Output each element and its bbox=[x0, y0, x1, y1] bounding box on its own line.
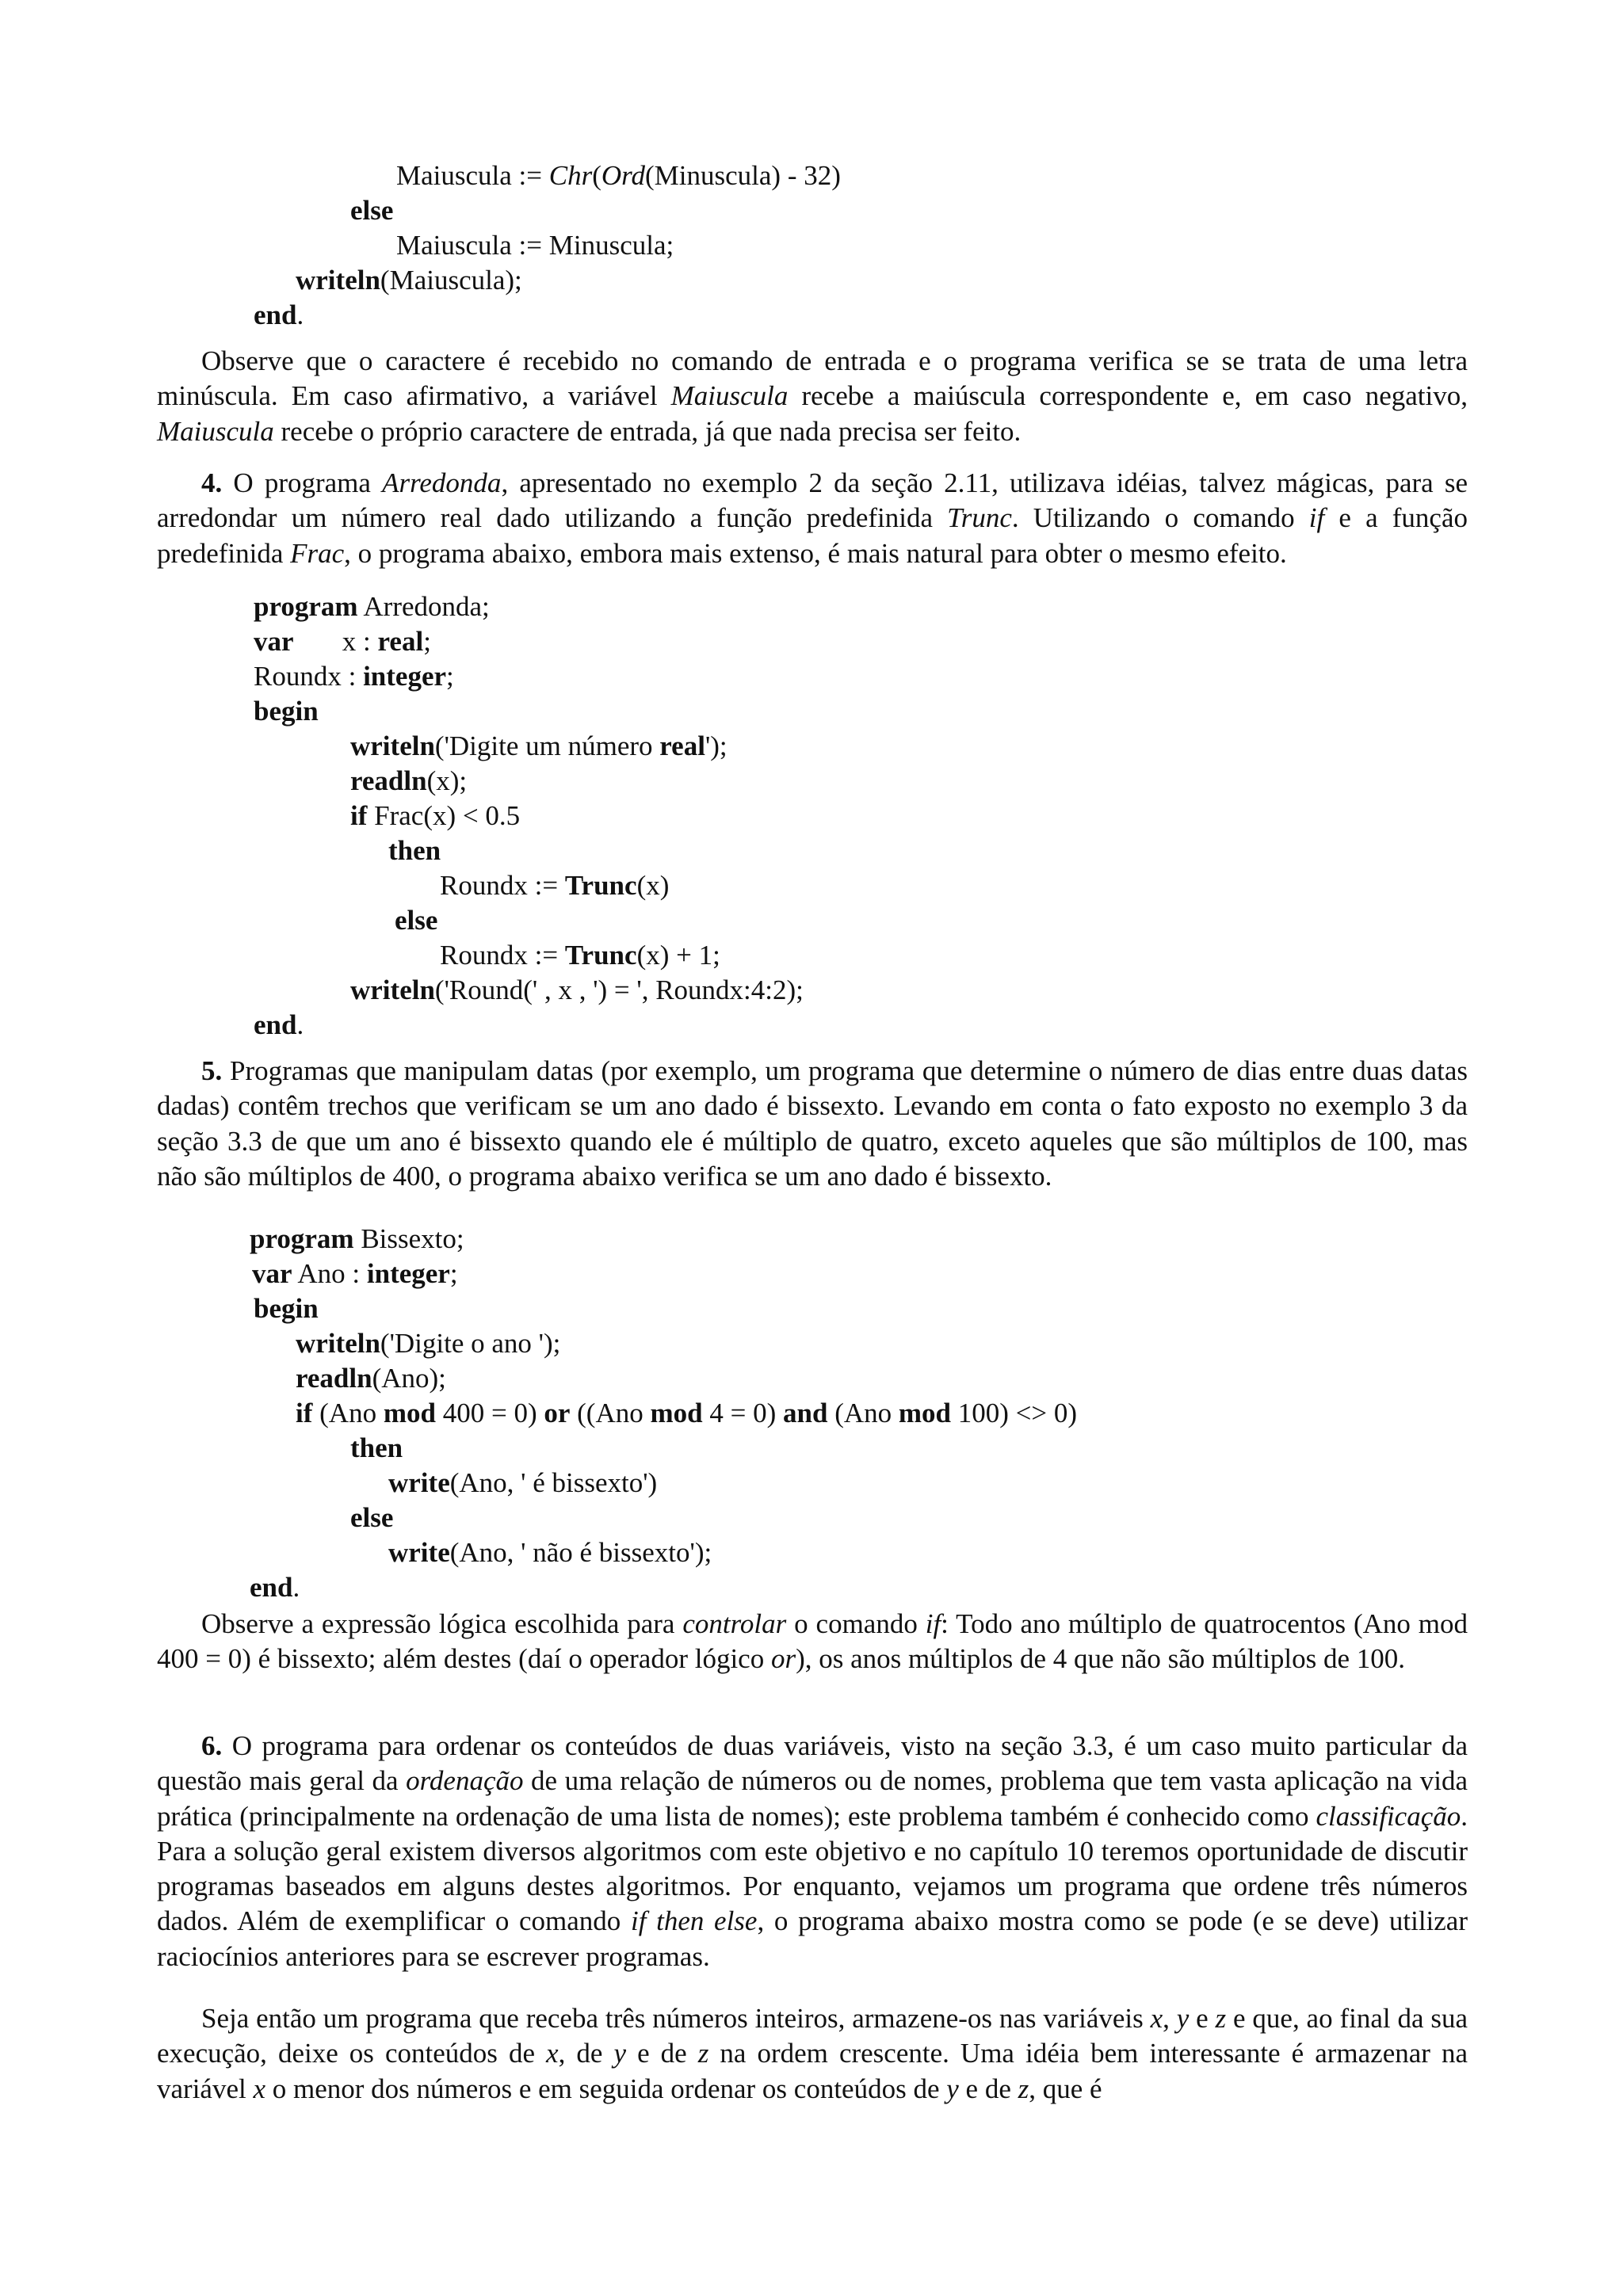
text-run: integer bbox=[363, 661, 447, 692]
text-run: . Utilizando o comando bbox=[1011, 502, 1309, 534]
code-line bbox=[350, 193, 393, 228]
text-run: Arredonda bbox=[382, 467, 502, 498]
text-run: (Minuscula) - 32) bbox=[645, 160, 841, 191]
text-run: ('Digite um número bbox=[434, 730, 660, 761]
text-run: de uma relação de números ou de nomes, problema que tem vasta aplicação na vida prática (principalmente na ordenação de uma lista de nomes); este problema também é conhecido como bbox=[157, 1765, 1468, 1832]
text-run: if bbox=[296, 1398, 313, 1428]
text-run: (Ano, ' não é bissexto'); bbox=[449, 1537, 712, 1568]
code-line bbox=[350, 973, 804, 1008]
text-run: controlar bbox=[682, 1608, 787, 1639]
code-line bbox=[296, 1396, 1077, 1431]
code-line bbox=[350, 1501, 393, 1535]
text-run: end bbox=[254, 299, 297, 330]
text-run: mod bbox=[650, 1398, 703, 1428]
text-run: Seja então um programa que receba três números inteiros, armazene-os nas variáveis bbox=[201, 2003, 1151, 2034]
text-run: O programa bbox=[222, 467, 383, 498]
text-run: 6. bbox=[201, 1730, 223, 1761]
text-run: x bbox=[253, 2073, 266, 2104]
text-run: Ord bbox=[601, 160, 645, 191]
text-run: program bbox=[254, 591, 358, 622]
text-run: Programas que manipulam datas (por exemplo, um programa que determine o número de dias entre duas datas dadas) contêm trechos que verificam se um ano dado é bissexto. Levando em conta o fato exposto no exemplo 3 da seção 3.3 de que um ano é bissexto quando ele é múltiplo de quatro, exceto aqueles que são múltiplos de 100, mas não são múltiplos de 400, o programa abaixo verifica se um ano dado é bissexto. bbox=[157, 1055, 1468, 1192]
text-run: writeln bbox=[350, 730, 435, 761]
text-run: if then else bbox=[630, 1905, 758, 1937]
text-run: Trunc bbox=[564, 940, 637, 971]
text-run: var bbox=[252, 1258, 292, 1289]
paragraph-exemplo-5 bbox=[157, 1054, 1468, 1194]
text-run: end bbox=[250, 1572, 293, 1603]
text-run: or bbox=[544, 1398, 571, 1428]
text-run: ((Ano bbox=[570, 1398, 651, 1428]
text-run: . bbox=[296, 1009, 304, 1040]
text-run: na ordem crescente. Uma idéia bem interessante é armazenar na variável bbox=[157, 2038, 1468, 2104]
text-run: real bbox=[377, 626, 424, 657]
code-line bbox=[388, 1466, 657, 1501]
text-run: ('Digite o ano '); bbox=[380, 1328, 561, 1359]
text-run: (Ano); bbox=[372, 1363, 446, 1394]
code-line bbox=[396, 158, 841, 193]
text-run: Observe que o caractere é recebido no comando de entrada e o programa verifica se se trata de uma letra minúscula. Em caso afirmativo, a variável bbox=[157, 345, 1468, 412]
text-run: Maiuscula := bbox=[396, 160, 549, 191]
text-run: Arredonda; bbox=[357, 591, 490, 622]
text-run: '); bbox=[705, 730, 727, 761]
code-line bbox=[388, 1535, 712, 1570]
code-line bbox=[350, 764, 467, 799]
text-run: , bbox=[1163, 2003, 1177, 2034]
text-run: e que, ao final da sua execução, deixe os conteúdos de bbox=[157, 2003, 1468, 2069]
code-line bbox=[296, 1361, 446, 1396]
paragraph-observe-expressao bbox=[157, 1607, 1468, 1677]
text-run: and bbox=[783, 1398, 828, 1428]
text-run: write bbox=[388, 1467, 450, 1498]
text-run: else bbox=[395, 905, 438, 936]
text-run: program bbox=[250, 1223, 354, 1254]
text-run: (Maiuscula); bbox=[380, 265, 522, 296]
text-run: e de bbox=[958, 2073, 1018, 2104]
text-run: writeln bbox=[350, 974, 435, 1005]
text-run: , que é bbox=[1029, 2073, 1102, 2104]
text-run: writeln bbox=[296, 1328, 380, 1359]
code-line bbox=[254, 624, 431, 659]
text-run: integer bbox=[366, 1258, 450, 1289]
text-run: x bbox=[1150, 2003, 1163, 2034]
code-line bbox=[254, 694, 319, 729]
code-line bbox=[250, 1222, 464, 1257]
text-run: ; bbox=[446, 661, 454, 692]
text-run: Observe a expressão lógica escolhida para bbox=[201, 1608, 683, 1639]
text-run: 4 = 0) bbox=[702, 1398, 784, 1428]
text-run: Chr bbox=[548, 160, 593, 191]
code-line bbox=[388, 833, 441, 868]
text-run: , o programa abaixo mostra como se pode (e se deve) utilizar raciocínios anteriores para se escrever programas. bbox=[157, 1905, 1468, 1972]
text-run: : Todo ano múltiplo de quatrocentos (Ano mod 400 = 0) é bissexto; além destes (daí o operador lógico bbox=[157, 1608, 1468, 1675]
text-run: mod bbox=[898, 1398, 952, 1428]
text-run: mod bbox=[383, 1398, 436, 1428]
text-run: y bbox=[1176, 2003, 1190, 2034]
paragraph-observe-caractere bbox=[157, 344, 1468, 449]
code-line bbox=[350, 729, 727, 764]
text-run: z bbox=[1018, 2073, 1029, 2104]
text-run: recebe o próprio caractere de entrada, já que nada precisa ser feito. bbox=[273, 415, 1022, 447]
text-run: o comando bbox=[786, 1608, 926, 1639]
text-run: ('Round(' , x , ') = ', Roundx:4:2); bbox=[434, 974, 804, 1005]
code-line bbox=[254, 589, 490, 624]
text-run: Maiuscula := Minuscula; bbox=[396, 230, 674, 261]
text-run: ; bbox=[423, 626, 431, 657]
paragraph-tres-numeros bbox=[157, 2001, 1468, 2107]
text-run: begin bbox=[254, 696, 319, 727]
text-run: Frac bbox=[290, 537, 345, 569]
text-run: Maiuscula bbox=[157, 415, 274, 447]
text-run: Ano : bbox=[292, 1258, 367, 1289]
text-run: , de bbox=[558, 2038, 614, 2069]
text-run: . Para a solução geral existem diversos algoritmos com este objetivo e no capítulo 10 teremos oportunidade de discutir programas baseados em alguns destes algoritmos. Por enquanto, vejamos um programa que ordene três números dados. Além de exemplificar o comando bbox=[157, 1800, 1468, 1937]
text-run: ), os anos múltiplos de 4 que não são múltiplos de 100. bbox=[796, 1643, 1406, 1675]
text-run: var bbox=[254, 626, 294, 657]
text-run: (x) + 1; bbox=[636, 940, 720, 971]
text-run: real bbox=[659, 730, 705, 761]
text-run: end bbox=[254, 1009, 297, 1040]
code-line bbox=[440, 938, 720, 973]
text-run: 100) <> 0) bbox=[951, 1398, 1078, 1428]
text-run: (Ano bbox=[827, 1398, 899, 1428]
text-run: (x) bbox=[636, 870, 670, 901]
code-line bbox=[254, 298, 304, 333]
code-line bbox=[250, 1570, 300, 1605]
code-line bbox=[350, 799, 520, 833]
text-run: 4. bbox=[201, 467, 223, 498]
text-run: classificação bbox=[1316, 1800, 1461, 1832]
code-line bbox=[296, 1326, 560, 1361]
text-run: Maiuscula bbox=[670, 380, 789, 412]
text-run: else bbox=[350, 195, 394, 226]
text-run: O programa para ordenar os conteúdos de duas variáveis, visto na seção 3.3, é um caso muito particular da questão mais geral da bbox=[157, 1730, 1468, 1797]
text-run: z bbox=[1215, 2003, 1227, 2034]
text-run: if bbox=[925, 1608, 941, 1639]
text-run: (x); bbox=[426, 765, 468, 796]
text-run: write bbox=[388, 1537, 450, 1568]
text-run: Bissexto; bbox=[353, 1223, 464, 1254]
text-run: if bbox=[1308, 502, 1325, 534]
paragraph-exemplo-6 bbox=[157, 1729, 1468, 1974]
text-run: readln bbox=[296, 1363, 372, 1394]
text-run: e de bbox=[626, 2038, 698, 2069]
text-run: then bbox=[388, 835, 441, 866]
text-run: else bbox=[350, 1502, 394, 1533]
text-run: begin bbox=[254, 1293, 319, 1324]
text-run: Roundx : bbox=[254, 661, 364, 692]
code-line bbox=[440, 868, 669, 903]
code-line bbox=[296, 263, 522, 298]
text-run: z bbox=[697, 2038, 709, 2069]
code-line bbox=[254, 1008, 304, 1043]
text-run: . bbox=[292, 1572, 300, 1603]
text-run: ordenação bbox=[406, 1765, 524, 1797]
text-run: o menor dos números e em seguida ordenar os conteúdos de bbox=[265, 2073, 947, 2104]
text-run: recebe a maiúscula correspondente e, em caso negativo, bbox=[788, 380, 1468, 412]
text-run: y bbox=[946, 2073, 959, 2104]
text-run: 5. bbox=[201, 1055, 223, 1086]
text-run: if bbox=[350, 800, 368, 831]
text-run: then bbox=[350, 1432, 403, 1463]
text-run: writeln bbox=[296, 265, 380, 296]
text-run: y bbox=[613, 2038, 627, 2069]
code-line bbox=[350, 1431, 403, 1466]
text-run: (Ano, ' é bissexto') bbox=[449, 1467, 658, 1498]
text-run: Roundx := bbox=[440, 940, 565, 971]
text-run: (Ano bbox=[312, 1398, 384, 1428]
paragraph-exemplo-4 bbox=[157, 466, 1468, 571]
text-run: Trunc bbox=[947, 502, 1012, 534]
text-run: e bbox=[1189, 2003, 1216, 2034]
text-run: . bbox=[296, 299, 304, 330]
text-run: e a função predefinida bbox=[157, 502, 1468, 569]
text-run: Trunc bbox=[564, 870, 637, 901]
text-run: ( bbox=[592, 160, 601, 191]
text-run: 400 = 0) bbox=[435, 1398, 544, 1428]
text-run: or bbox=[770, 1643, 796, 1675]
text-run: , o programa abaixo, embora mais extenso, é mais natural para obter o mesmo efeito. bbox=[344, 537, 1287, 569]
code-line bbox=[395, 903, 437, 938]
code-line bbox=[396, 228, 674, 263]
text-run: x : bbox=[293, 626, 378, 657]
text-run: Roundx := bbox=[440, 870, 565, 901]
code-line bbox=[254, 1291, 319, 1326]
code-line bbox=[254, 659, 454, 694]
text-run: readln bbox=[350, 765, 427, 796]
code-line bbox=[252, 1257, 458, 1291]
text-run: , apresentado no exemplo 2 da seção 2.11, utilizava idéias, talvez mágicas, para se arredondar um número real dado utilizando a função predefinida bbox=[157, 467, 1468, 534]
text-run: ; bbox=[449, 1258, 458, 1289]
text-run: Frac(x) < 0.5 bbox=[367, 800, 521, 831]
text-run: x bbox=[546, 2038, 559, 2069]
